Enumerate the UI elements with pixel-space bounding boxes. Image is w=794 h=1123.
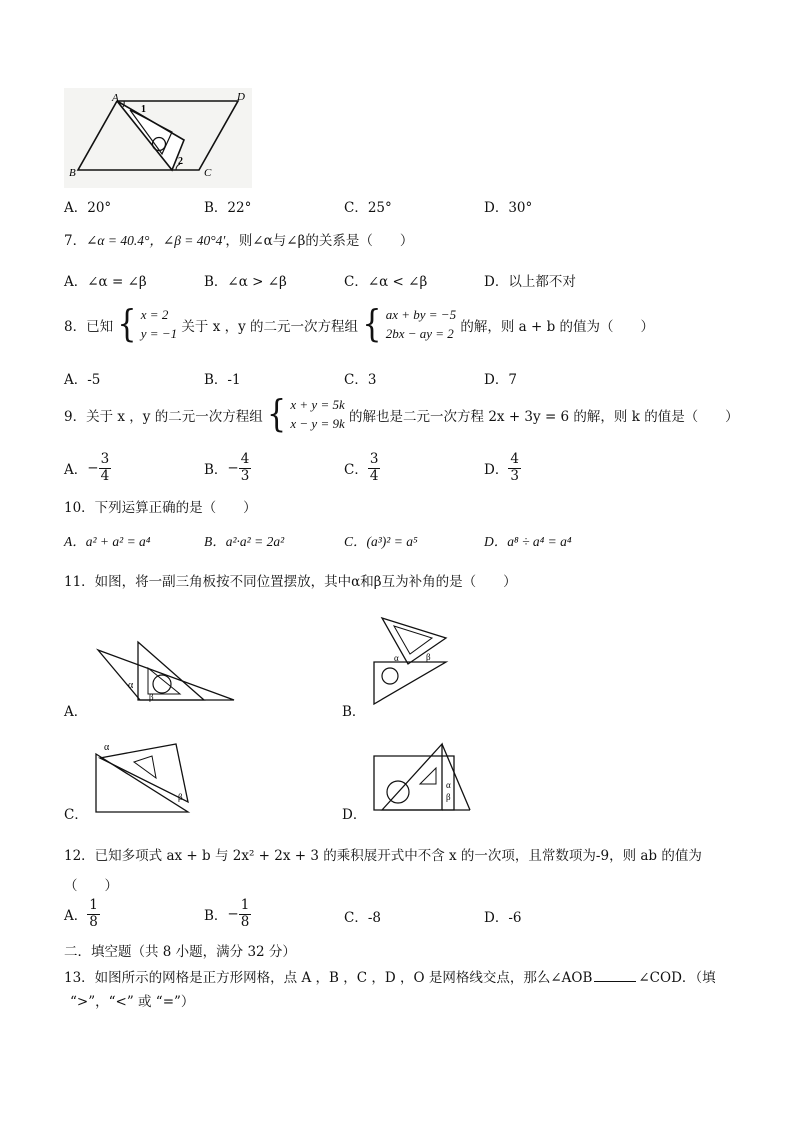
brace: { bbox=[267, 392, 287, 437]
q12-option-a bbox=[64, 898, 100, 930]
q13-text-b: ∠COD．（填 bbox=[638, 970, 716, 986]
numerator: 3 bbox=[369, 451, 379, 467]
q11-figure-c bbox=[90, 738, 200, 818]
denominator: 4 bbox=[369, 467, 379, 484]
q13-line2: “>”，“<” 或 “=”） bbox=[70, 994, 195, 1010]
q8-middle: 关于 x ，y 的二元一次方程组 bbox=[181, 318, 359, 335]
q8-suffix: 的解，则 a + b 的值为（ ） bbox=[460, 318, 655, 335]
q11-figure-d bbox=[370, 740, 474, 814]
q8-system-1 bbox=[141, 306, 177, 344]
q10-option-a: A．a² + a² = a⁴ bbox=[64, 534, 151, 549]
q11-label-a: A． bbox=[64, 704, 88, 720]
q6-figure bbox=[64, 88, 252, 188]
q12-option-d: D．-6 bbox=[484, 910, 522, 926]
numerator: 4 bbox=[510, 451, 519, 467]
q9-option-b bbox=[204, 452, 251, 484]
triangle-set-diagram-c bbox=[90, 738, 200, 818]
fraction bbox=[87, 898, 100, 930]
numerator: 1 bbox=[240, 897, 250, 913]
label-1: 1 bbox=[141, 104, 146, 115]
label-b: B bbox=[69, 167, 76, 179]
label: A． bbox=[64, 908, 88, 925]
q9-prefix: 9．关于 x ，y 的二元一次方程组 bbox=[64, 408, 263, 425]
section-title: 二．填空题（共 8 小题，满分 32 分） bbox=[64, 944, 296, 960]
alpha-label: α bbox=[104, 742, 110, 753]
denominator: 8 bbox=[89, 913, 98, 930]
label: C． bbox=[344, 462, 368, 479]
label: D． bbox=[484, 462, 509, 479]
q7-suffix: ，则∠α与∠β的关系是（ ） bbox=[225, 233, 414, 249]
alpha-label: α bbox=[128, 680, 134, 691]
q10-stem: 10．下列运算正确的是（ ） bbox=[64, 500, 257, 516]
label-c: C bbox=[204, 167, 212, 179]
q8-option-b: B．-1 bbox=[204, 372, 241, 388]
q9-stem bbox=[64, 392, 739, 437]
beta-label: β bbox=[426, 652, 431, 662]
denominator: 4 bbox=[100, 467, 110, 484]
answer-blank[interactable] bbox=[594, 980, 636, 982]
brace: { bbox=[117, 302, 137, 347]
q7-beta: β = 40°4′ bbox=[174, 233, 226, 248]
label: B． bbox=[204, 462, 228, 479]
eq: ax + by = −5 bbox=[385, 307, 457, 322]
beta-label: β bbox=[178, 792, 183, 802]
q10-option-b: B．a²·a² = 2a² bbox=[204, 534, 285, 549]
q12-option-b bbox=[204, 898, 251, 930]
q11-label-c: C． bbox=[64, 807, 88, 823]
sign: − bbox=[227, 460, 239, 477]
q13-text-a: 13．如图所示的网格是正方形网格，点 A ，B ，C ，D ，O 是网格线交点，那么∠AOB bbox=[64, 970, 593, 986]
eq: y = −1 bbox=[140, 325, 178, 341]
label: A． bbox=[64, 462, 88, 479]
q8-option-c: C．3 bbox=[344, 372, 377, 388]
sign: − bbox=[87, 460, 99, 477]
denominator: 8 bbox=[240, 913, 250, 930]
eq: 2bx − ay = 2 bbox=[385, 325, 454, 341]
label: B． bbox=[204, 908, 228, 925]
q8-system-2 bbox=[386, 306, 456, 344]
q7-alpha: α = 40.4°，∠ bbox=[97, 233, 175, 248]
q9-option-c bbox=[344, 452, 380, 484]
q6-option-d: D．30° bbox=[484, 200, 533, 216]
q11-figure-a bbox=[92, 632, 242, 712]
q9-option-a bbox=[64, 452, 111, 484]
q11-label-b: B． bbox=[342, 704, 366, 720]
alpha-label: α bbox=[394, 653, 399, 663]
q7-option-c: C．∠α < ∠β bbox=[344, 274, 428, 290]
parallelogram-diagram bbox=[64, 88, 252, 188]
q10-option-d: D．a⁸ ÷ a⁴ = a⁴ bbox=[484, 534, 572, 549]
q11-stem: 11．如图，将一副三角板按不同位置摆放，其中α和β互为补角的是（ ） bbox=[64, 574, 517, 590]
q12-stem: 12．已知多项式 ax + b 与 2x² + 2x + 3 的乘积展开式中不含 x 的一次项，且常数项为-9，则 ab 的值为 bbox=[64, 848, 702, 864]
triangle-set-diagram-a bbox=[92, 632, 242, 712]
label-2: 2 bbox=[178, 156, 183, 167]
q6-option-a: A．20° bbox=[64, 200, 112, 216]
q9-option-d bbox=[484, 452, 521, 484]
fraction bbox=[239, 898, 252, 930]
brace: { bbox=[362, 302, 382, 347]
beta-label: β bbox=[446, 792, 451, 802]
q8-stem bbox=[64, 302, 655, 347]
q6-option-c: C．25° bbox=[344, 200, 392, 216]
q6-option-b: B．22° bbox=[204, 200, 252, 216]
fraction bbox=[508, 452, 521, 484]
q8-option-d: D．7 bbox=[484, 372, 517, 388]
q13-line1 bbox=[64, 966, 716, 986]
denominator: 3 bbox=[510, 467, 519, 484]
numerator: 4 bbox=[240, 451, 250, 467]
eq: x = 2 bbox=[140, 307, 169, 322]
numerator: 1 bbox=[89, 897, 98, 913]
label-d: D bbox=[237, 91, 245, 103]
q10-option-c: C．(a³)² = a⁵ bbox=[344, 534, 418, 549]
q7-option-a: A．∠α = ∠β bbox=[64, 274, 147, 290]
triangle-set-diagram-d bbox=[370, 740, 474, 814]
denominator: 3 bbox=[240, 467, 250, 484]
triangle-set-diagram-b bbox=[370, 616, 460, 708]
q8-prefix: 8．已知 bbox=[64, 318, 114, 335]
q7-stem bbox=[64, 229, 413, 249]
q12-option-c: C．-8 bbox=[344, 910, 381, 926]
fraction bbox=[99, 452, 112, 484]
q7-prefix: 7．∠ bbox=[64, 233, 98, 249]
label-a: A bbox=[112, 92, 119, 104]
eq: x + y = 5k bbox=[290, 397, 345, 412]
sign: − bbox=[227, 906, 239, 923]
q8-option-a: A．-5 bbox=[64, 372, 101, 388]
numerator: 3 bbox=[100, 451, 110, 467]
alpha-label: α bbox=[446, 780, 451, 790]
q7-option-d: D．以上都不对 bbox=[484, 274, 576, 290]
beta-label: β bbox=[149, 692, 154, 702]
q9-system bbox=[290, 396, 344, 434]
q7-option-b: B．∠α > ∠β bbox=[204, 274, 287, 290]
fraction bbox=[368, 452, 381, 484]
q12-paren: （ ） bbox=[64, 878, 118, 894]
eq: x − y = 9k bbox=[290, 415, 345, 431]
q11-label-d: D． bbox=[342, 807, 367, 823]
fraction bbox=[239, 452, 252, 484]
q9-suffix: 的解也是二元一次方程 2x + 3y = 6 的解，则 k 的值是（ ） bbox=[349, 408, 739, 425]
q11-figure-b bbox=[370, 616, 460, 708]
